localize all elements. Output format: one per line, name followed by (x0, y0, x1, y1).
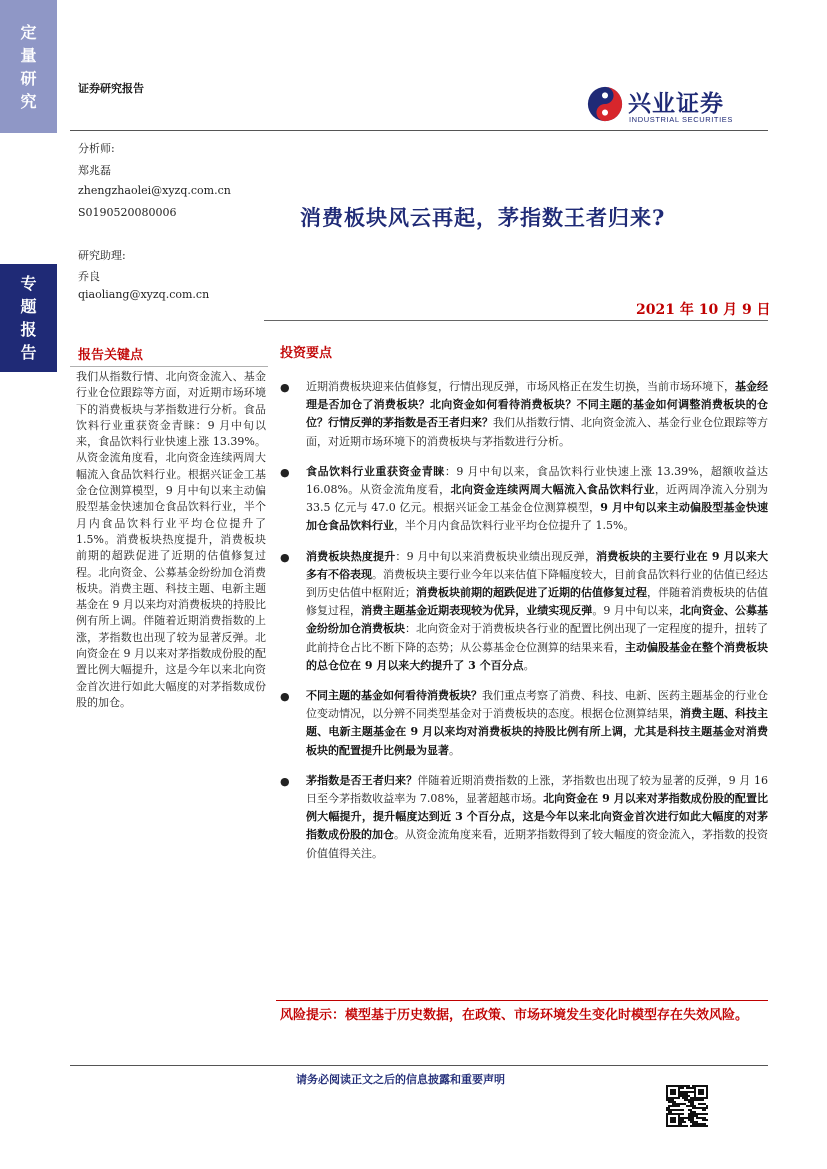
bullet-emphasis: 北向资金、公募基金纷纷加仓消费板块 (306, 604, 769, 636)
disclaimer-note: 请务必阅读正文之后的信息披露和重要声明 (296, 1073, 505, 1086)
bullet-dot-icon: ● (280, 690, 290, 704)
side-tab-char: 量 (20, 45, 37, 65)
assistant-email: qiaoliang@xyzq.com.cn (78, 288, 210, 301)
assistant-label: 研究助理: (78, 249, 126, 262)
assistant-name: 乔良 (78, 270, 100, 283)
report-date: 2021 年 10 月 9 日 (636, 302, 771, 318)
side-tab-special-report (0, 264, 57, 372)
key-points-heading: 报告关键点 (78, 348, 144, 363)
qr-code-icon[interactable] (666, 1085, 708, 1127)
bullet-text: ：9 月中旬以来消费板块业绩出现反弹， (395, 549, 597, 563)
bullet-emphasis: 不同主题的基金如何看待消费板块？ (306, 689, 482, 703)
footer-divider (70, 1065, 768, 1066)
side-tab-char: 题 (20, 297, 37, 316)
side-tab-char: 究 (20, 91, 37, 111)
bullet-dot-icon: ● (280, 381, 290, 394)
bullet-emphasis: 消费主题、科技主题、电新主题基金在 9 月以来均对消费板块的持股比例有所上调，尤其是科技主题基金对消费板块的配置提升比例最为显著 (306, 707, 768, 757)
analyst-email: zhengzhaolei@xyzq.com.cn (78, 184, 231, 197)
bullet-text: 。从资金流角度来看，近期茅指数得到了较大幅度的资金流入，茅指数的投资价值值得关注。 (306, 828, 768, 860)
bullet-emphasis: 消费板块的主要行业在 9 月以来大多有不俗表现 (306, 549, 769, 581)
analyst-name: 郑兆磊 (78, 164, 111, 177)
risk-warning: 风险提示：模型基于历史数据，在政策、市场环境发生变化时模型存在失效风险。 (280, 1008, 749, 1023)
logo-en-text: INDUSTRIAL SECURITIES (629, 115, 734, 124)
bullet-emphasis: 主动偏股基金在整个消费板块的总仓位在 9 月以来大约提升了 3 个百分点 (306, 640, 768, 672)
bullet-emphasis: 消费主题基金近期表现较为优异，业绩实现反弹 (361, 604, 593, 618)
side-tab-char: 研 (20, 68, 37, 88)
bullet-text: 我们从指数行情、北向资金流入、基金行业仓位跟踪等方面，对近期市场环境下的消费板块与茅指数进行分析。 (306, 416, 768, 448)
bullet-text: 。消费板块主要行业今年以来估值下降幅度较大，目前食品饮料行业的估值已经达到历史估值中枢附近； (306, 567, 768, 600)
summary-bullet (280, 687, 768, 760)
bullet-emphasis: 茅指数是否王者归来？ (306, 773, 418, 787)
bullet-dot-icon: ● (280, 550, 290, 564)
bullet-emphasis: 基金经理是否加仓了消费板块？北向资金如何看待消费板块？不同主题的基金如何调整消费板块的仓位？行情反弹的茅指数是否王者归来？ (306, 380, 768, 430)
bullet-text: 我们重点考察了消费、科技、电新、医药主题基金的行业仓位变动情况，以分辨不同类型基金对于消费板块的态度。根据仓位测算结果， (306, 689, 768, 721)
bullet-text: 伴随着近期消费指数的上涨，茅指数也出现了较为显著的反弹，9 月 16 日至今茅指数收益率为 7.08%，显著超越市场。 (306, 773, 768, 806)
bullet-emphasis: 北向资金连续两周大幅流入食品饮料行业 (450, 483, 655, 497)
side-tab-char: 告 (20, 343, 37, 362)
side-tab-char: 定 (20, 22, 37, 42)
report-title: 消费板块风云再起，茅指数王者归来? (300, 205, 666, 230)
bullet-text: ，半个月内食品饮料行业平均仓位提升了 1.5%。 (394, 519, 635, 533)
logo-cn-text: 兴业证券 (628, 91, 724, 117)
bullet-dot-icon: ● (280, 774, 290, 788)
bullet-text: ：9 月中旬以来，食品饮料行业快速上涨 13.39%，超额收益达 16.08%。从资金流角度看， (306, 464, 769, 497)
summary-bullet (280, 463, 768, 536)
bullet-text: 。9 月中旬以来， (592, 604, 680, 618)
risk-divider (276, 1000, 768, 1001)
side-tab-quant-research (0, 0, 57, 133)
header-divider (70, 130, 768, 131)
bullet-text: ：北向资金对于消费板块各行业的配置比例出现了一定程度的提升，扭转了此前持仓占比不断下降的态势；从公募基金仓位测算的结果来看， (306, 622, 768, 654)
bullet-dot-icon: ● (280, 465, 290, 479)
summary-bullet (280, 772, 768, 863)
side-tab-char: 专 (20, 274, 37, 293)
analyst-label: 分析师: (78, 142, 115, 155)
bullet-text: 。 (449, 743, 460, 757)
company-logo-mark-icon (586, 85, 624, 123)
bullet-emphasis: 9 月中旬以来主动偏股型基金快速加仓食品饮料行业 (306, 501, 769, 533)
date-divider (264, 320, 768, 321)
bullet-emphasis: 食品饮料行业重获资金青睐 (306, 464, 445, 478)
bullet-text: 。 (523, 658, 535, 672)
bullet-emphasis: 消费板块前期的超跌促进了近期的估值修复过程 (416, 586, 647, 600)
analyst-certificate: S0190520080006 (78, 206, 177, 219)
bullet-text: ，近两周净流入分别为 33.5 亿元与 47.0 亿元。根据兴证金工基金仓位测算模型， (306, 483, 769, 515)
company-logo (586, 85, 756, 129)
summary-bullet-list (280, 378, 768, 875)
summary-bullet (280, 548, 768, 675)
bullet-text: ，伴随着消费板块的估值修复过程， (306, 586, 768, 618)
bullet-text: 近期消费板块迎来估值修复，行情出现反弹，市场风格正在发生切换，当前市场环境下， (306, 380, 735, 393)
report-type-label: 证券研究报告 (78, 82, 144, 95)
summary-heading: 投资要点 (280, 346, 333, 361)
bullet-emphasis: 消费板块热度提升 (306, 549, 396, 563)
key-points-divider (70, 366, 268, 367)
summary-bullet (280, 378, 768, 451)
side-tab-char: 报 (20, 320, 37, 339)
key-points-text: 我们从指数行情、北向资金流入、基金行业仓位跟踪等方面，对近期市场环境下的消费板块与茅指数进行分析。食品饮料行业重获资金青睐：9 月中旬以来，食品饮料行业快速上涨 13.39%。从资金流角度看，北向资金连续两周大幅流入食品饮料行业。根据兴证金工基金仓位测算模型，9 月中旬以来主动偏股型基金快速加仓食品饮料行业，半个月内食品饮料行业平均仓位提升了 1.5%。消费板块热度提升，消费板块前期的超跌促进了近期的估值修复过程。北向资金、公募基金纷纷加仓消费板块。消费主题、科技主题、电新主题基金在 9 月以来均对消费板块的持股比例有所上调。伴随着近期消费指数的上涨，茅指数也出现了较为显著反弹。北向资金在 9 月以来对茅指数成份股的配置比例大幅提升，这是今年以来北向资金首次进行如此大幅度的对茅指数成份股的加仓。 (76, 370, 266, 709)
bullet-emphasis: 北向资金在 9 月以来对茅指数成份股的配置比例大幅提升，提升幅度达到近 3 个百分点，这是今年以来北向资金首次进行如此大幅度的对茅指数成份股的加仓 (306, 792, 768, 842)
